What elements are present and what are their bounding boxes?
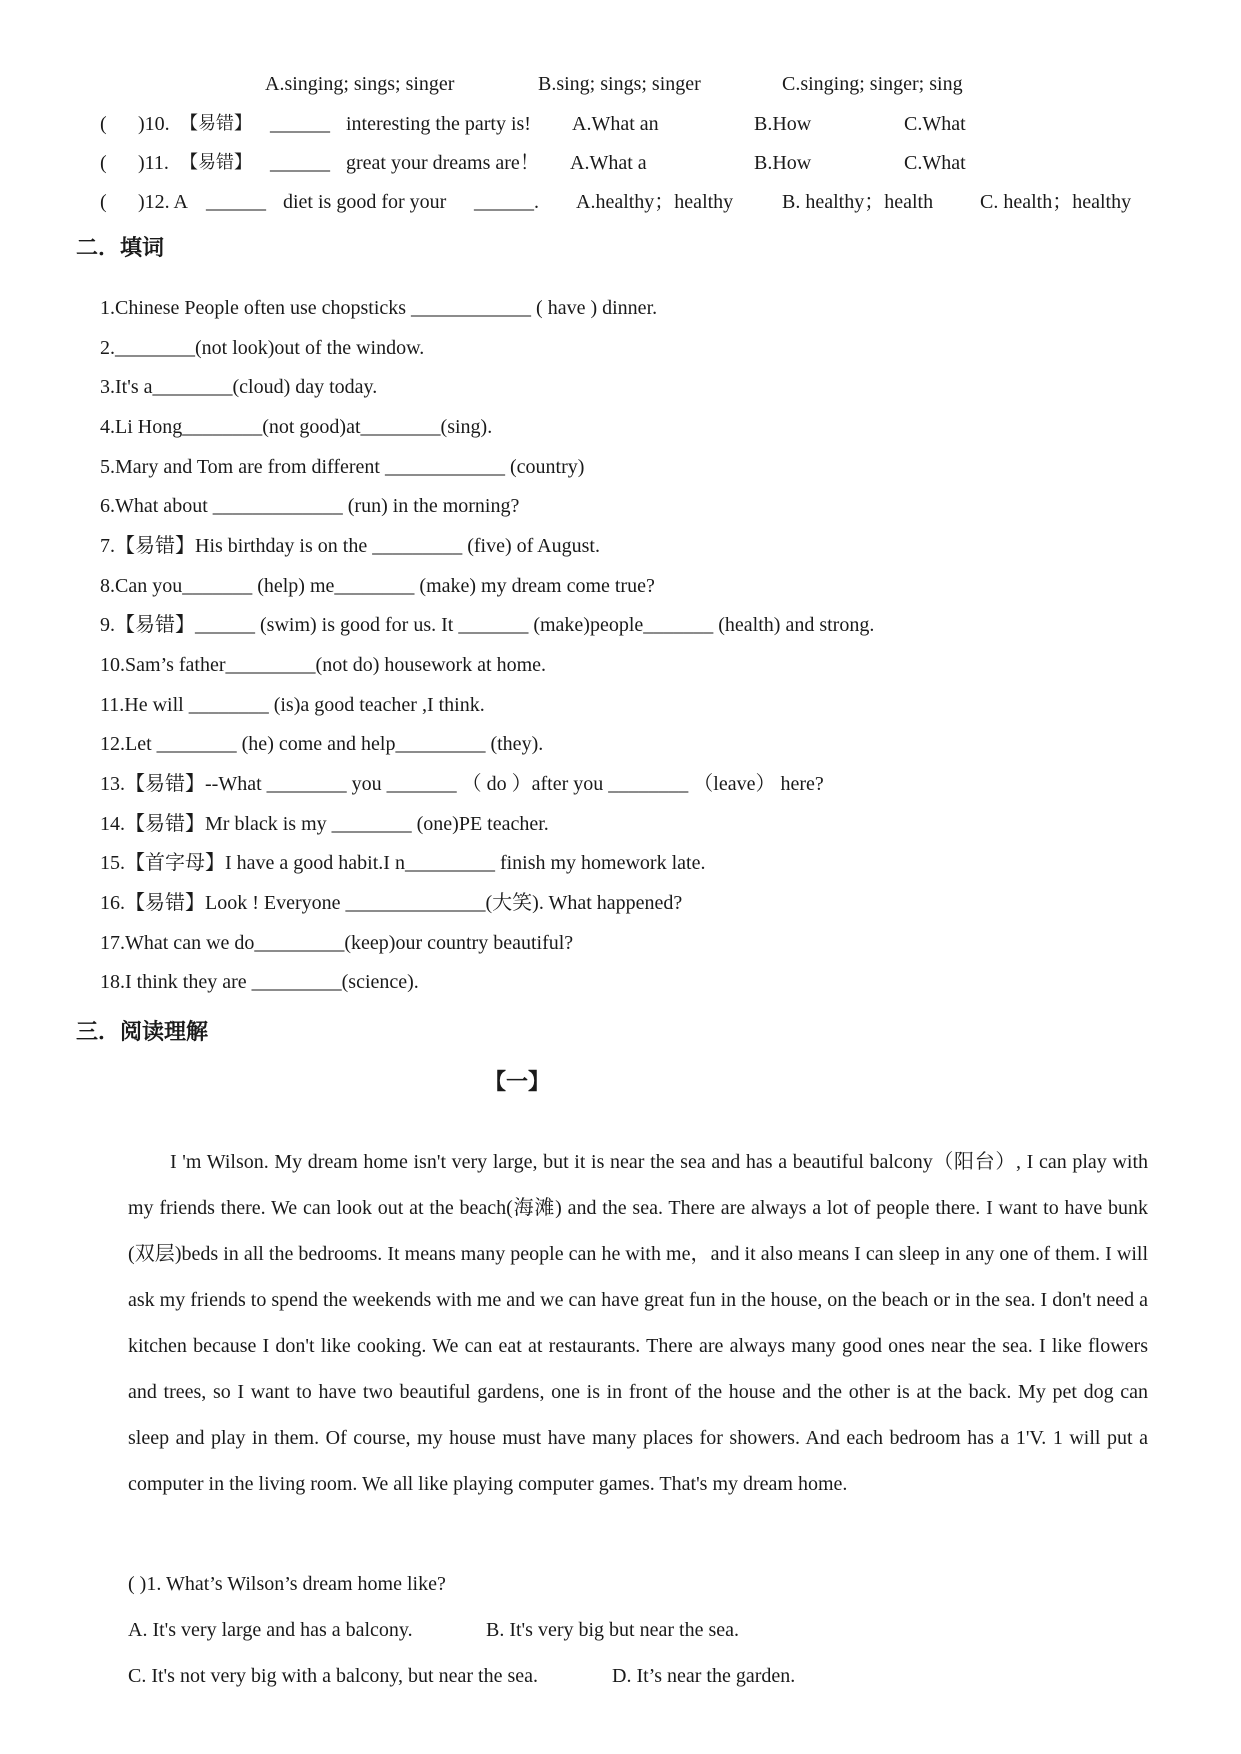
fill-item-16: 16.【易错】Look ! Everyone ______________(大笑). What happened? — [100, 892, 683, 914]
fill-item-7: 7.【易错】His birthday is on the _________ (five) of August. — [100, 535, 600, 557]
q11-option-b: B.How — [754, 152, 812, 174]
q12-text: diet is good for your — [283, 191, 447, 213]
fill-item-9: 9.【易错】______ (swim) is good for us. It _______ (make)people_______ (health) and strong. — [100, 614, 875, 636]
reading-q1-option-d: D. It’s near the garden. — [612, 1665, 796, 1687]
q9-option-c: C.singing; singer; sing — [782, 73, 963, 95]
q11-option-c: C.What — [904, 152, 966, 174]
fill-item-12: 12.Let ________ (he) come and help_________ (they). — [100, 733, 544, 755]
q12-number: )12. A — [138, 191, 188, 213]
reading-q1-option-a: A. It's very large and has a balcony. — [128, 1619, 413, 1641]
reading-q1-option-c: C. It's not very big with a balcony, but near the sea. — [128, 1665, 538, 1687]
fill-item-1: 1.Chinese People often use chopsticks ____________ ( have ) dinner. — [100, 297, 658, 319]
reading-q1-option-b: B. It's very big but near the sea. — [486, 1619, 739, 1641]
q12-option-c: C. health；healthy — [980, 191, 1132, 213]
fill-item-6: 6.What about _____________ (run) in the morning? — [100, 495, 520, 517]
q12-paren: ( — [100, 191, 107, 213]
fill-item-17: 17.What can we do_________(keep)our country beautiful? — [100, 932, 574, 954]
fill-item-3: 3.It's a________(cloud) day today. — [100, 376, 378, 398]
q10-number: )10. — [138, 113, 170, 135]
fill-item-11: 11.He will ________ (is)a good teacher ,I think. — [100, 694, 485, 716]
fill-item-8: 8.Can you_______ (help) me________ (make) my dream come true? — [100, 575, 655, 597]
fill-item-2: 2.________(not look)out of the window. — [100, 337, 425, 359]
q9-option-a: A.singing; sings; singer — [265, 73, 455, 95]
q10-option-c: C.What — [904, 113, 966, 135]
q11-paren: ( — [100, 152, 107, 174]
q9-option-b: B.sing; sings; singer — [538, 73, 701, 95]
q10-blank: ______ — [270, 113, 330, 135]
section-2-heading: 二．填词 — [76, 236, 165, 261]
q10-paren: ( — [100, 113, 107, 135]
q10-option-a: A.What an — [572, 113, 659, 135]
q11-blank: ______ — [270, 152, 330, 174]
fill-item-15: 15.【首字母】I have a good habit.I n_________ finish my homework late. — [100, 852, 706, 874]
reading-question-1: ( )1. What’s Wilson’s dream home like? — [128, 1573, 446, 1595]
fill-item-4: 4.Li Hong________(not good)at________(sing). — [100, 416, 493, 438]
q11-number: )11. — [138, 152, 169, 174]
fill-item-13: 13.【易错】--What ________ you _______ （ do ）after you ________ （leave） here? — [100, 773, 824, 795]
fill-item-18: 18.I think they are _________(science). — [100, 971, 419, 993]
q10-tag: 【易错】 — [180, 113, 252, 134]
q12-option-a: A.healthy；healthy — [576, 191, 734, 213]
q11-text: great your dreams are！ — [346, 152, 540, 174]
q10-text: interesting the party is! — [346, 113, 531, 135]
fill-item-10: 10.Sam’s father_________(not do) housework at home. — [100, 654, 547, 676]
fill-item-14: 14.【易错】Mr black is my ________ (one)PE teacher. — [100, 813, 549, 835]
q11-tag: 【易错】 — [180, 152, 252, 173]
passage-text: I 'm Wilson. My dream home isn't very large, but it is near the sea and has a beautiful balcony（阳台）, I can play with my friends there. We can look out at the beach(海滩) and the sea. There are always a lot of people there. I want to have bunk (双层)beds in all the bedrooms. It means many people can he with me，and it also means I can sleep in any one of them. I will ask my friends to spend the weekends with me and we can have great fun in the house, on the beach or in the sea. I don't need a kitchen because I don't like cooking. We can eat at restaurants. There are always many good ones near the sea. I like flowers and trees, so I want to have two beautiful gardens, one is in front of the house and the other is at the back. My pet dog can sleep and play in them. Of course, my house must have many places for showers. And each bedroom has a 1'V. 1 will put a computer in the living room. We all like playing computer games. That's my dream home. — [128, 1151, 1148, 1495]
passage-number: 【一】 — [484, 1070, 551, 1095]
q10-option-b: B.How — [754, 113, 812, 135]
q12-blank-2: ______. — [474, 191, 539, 213]
reading-passage — [128, 1139, 1148, 1507]
q11-option-a: A.What a — [570, 152, 647, 174]
q12-option-b: B. healthy；health — [782, 191, 934, 213]
section-3-heading: 三．阅读理解 — [76, 1020, 209, 1045]
q12-blank-1: ______ — [206, 191, 266, 213]
fill-item-5: 5.Mary and Tom are from different ____________ (country) — [100, 456, 585, 478]
